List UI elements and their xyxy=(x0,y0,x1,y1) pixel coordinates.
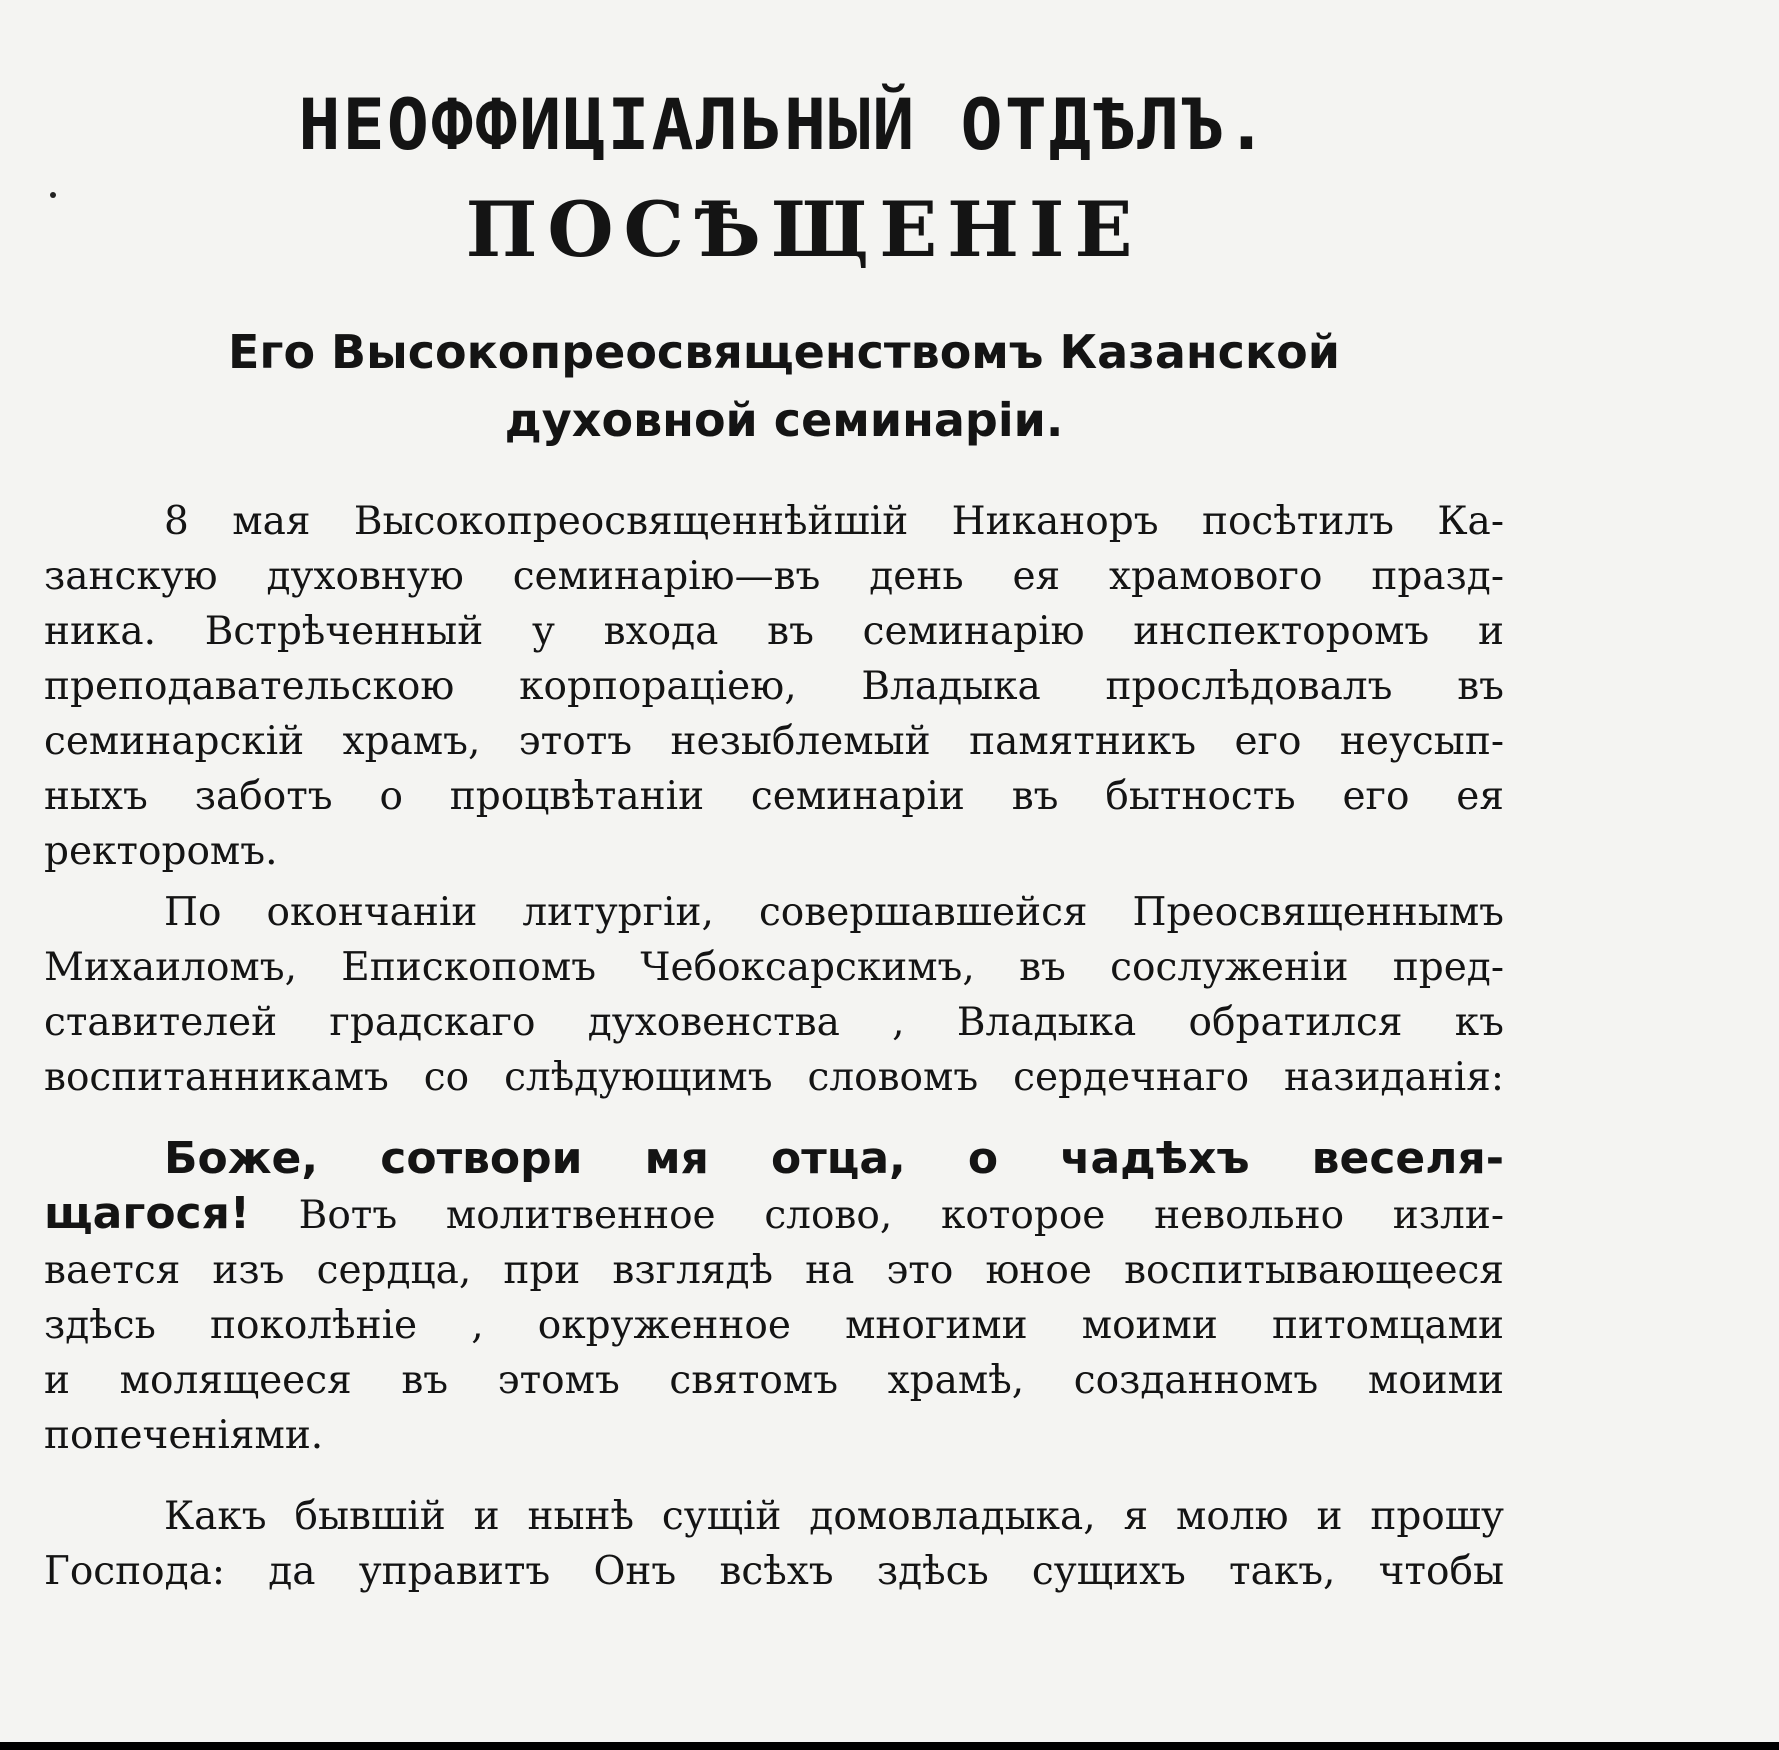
bold-lead-word: щагося! xyxy=(44,1188,250,1239)
text-line: ника. Встрѣченный у входа въ семинарію инспекторомъ и xyxy=(44,609,1504,654)
subheading-line: Его Высокопреосвященствомъ Казанской xyxy=(227,325,1341,379)
text-line: занскую духовную семинарію—въ день ея храмового празд- xyxy=(44,554,1504,599)
text-line: попеченіями. xyxy=(44,1413,324,1458)
article-heading: ПОСѢЩЕНІЕ xyxy=(465,185,1143,274)
paragraph-2 xyxy=(44,885,1504,1105)
text-line: По окончаніи литургіи, совершавшейся Преосвященнымъ xyxy=(164,890,1504,935)
text-line: Какъ бывшій и нынѣ сущій домовладыка, я молю и прошу xyxy=(164,1494,1504,1539)
text-line: ставителей градскаго духовенства , Владыка обратился къ xyxy=(44,1000,1504,1045)
text-fragment: Вотъ молитвенное слово, которое невольно изли- xyxy=(298,1193,1504,1238)
text-line: и молящееся въ этомъ святомъ храмѣ, созданномъ моими xyxy=(44,1358,1504,1403)
paragraph-1 xyxy=(44,494,1504,879)
bold-lead-line: Боже, сотвори мя отца, о чадѣхъ веселя- xyxy=(164,1133,1504,1184)
text-line: здѣсь поколѣніе , окруженное многими моими питомцами xyxy=(44,1303,1504,1348)
text-line: Михаиломъ, Епископомъ Чебоксарскимъ, въ сослуженіи пред- xyxy=(44,945,1504,990)
text-line: 8 мая Высокопреосвященнѣйшій Никаноръ посѣтилъ Ка- xyxy=(164,499,1504,544)
section-title: НЕОФФИЦІАЛЬНЫЙ ОТДѢЛЪ. xyxy=(298,84,1270,166)
text-line: воспитанникамъ со слѣдующимъ словомъ сердечнаго назиданія: xyxy=(44,1055,1504,1100)
text-column xyxy=(44,84,1504,1599)
text-line: ныхъ заботъ о процвѣтаніи семинаріи въ бытность его ея xyxy=(44,774,1504,819)
text-line: Господа: да управитъ Онъ всѣхъ здѣсь сущихъ такъ, чтобы xyxy=(44,1549,1504,1594)
article-subheading xyxy=(44,318,1504,454)
text-line xyxy=(44,1186,1504,1243)
paragraph-4 xyxy=(44,1489,1504,1599)
subheading-line: духовной семинаріи. xyxy=(504,393,1064,447)
text-line: преподавательскою корпораціею, Владыка прослѣдовалъ въ xyxy=(44,664,1504,709)
text-line: семинарскій храмъ, этотъ незыблемый памятникъ его неусып- xyxy=(44,719,1504,764)
paragraph-3 xyxy=(44,1131,1504,1463)
text-line: ректоромъ. xyxy=(44,829,278,874)
text-line: вается изъ сердца, при взглядѣ на это юное воспитывающееся xyxy=(44,1248,1504,1293)
